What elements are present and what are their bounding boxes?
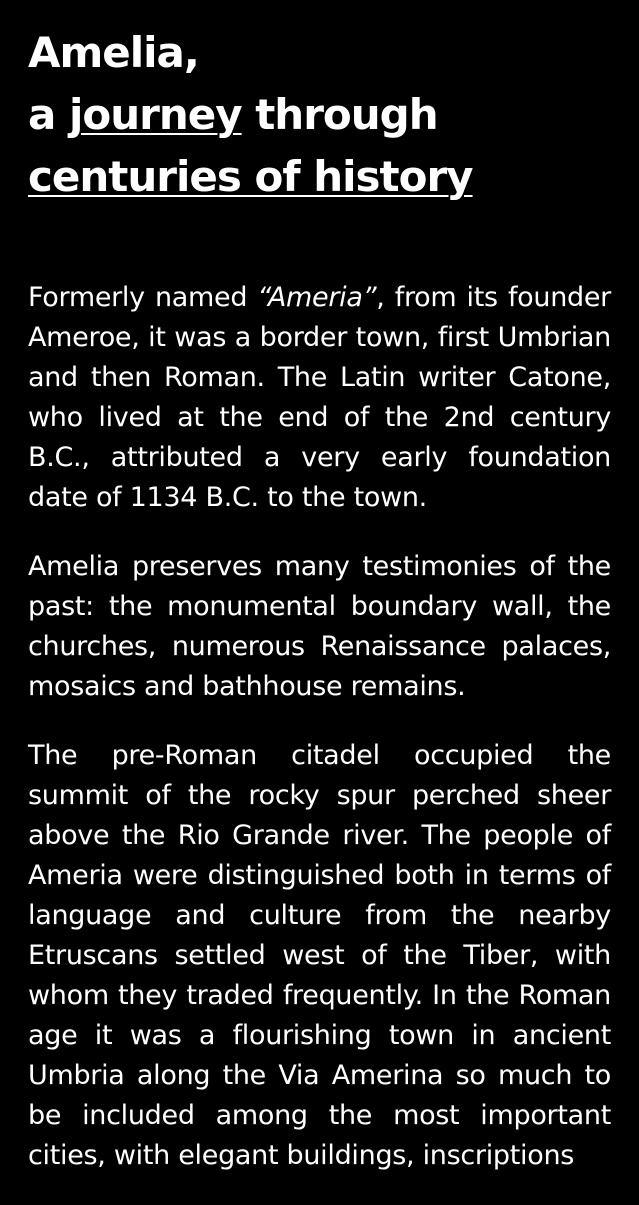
page-title — [28, 22, 611, 208]
title-line-2-prefix: a — [28, 90, 69, 139]
title-link-journey[interactable]: journey — [68, 90, 242, 139]
title-line-2-suffix: through — [241, 90, 438, 139]
paragraph-1 — [28, 278, 611, 518]
title-line-1: Amelia, — [28, 28, 199, 77]
paragraph-2: Amelia preserves many testimonies of the past: the monumental boundary wall, the churches, numerous Renaissance palaces, mosaics and bathhouse remains. — [28, 551, 611, 702]
paragraph-1-italic: “Ameria” — [257, 282, 377, 313]
title-link-centuries-of-history[interactable]: centuries of history — [28, 152, 473, 201]
paragraph-3: The pre-Roman citadel occupied the summit of the rocky spur perched sheer above the Rio Grande river. The people of Ameria were distinguished both in terms of language and culture from the nearby Etruscans settled west of the Tiber, with whom they traded frequently. In the Roman age it was a flourishing town in ancient Umbria along the Via Amerina so much to be included among the most important cities, with elegant buildings, inscriptions — [28, 740, 611, 1171]
article — [28, 22, 611, 1205]
article-body — [28, 278, 611, 1176]
paragraph-1-before: Formerly named — [28, 282, 258, 313]
paragraph-1-after: , from its founder Ameroe, it was a border town, first Umbrian and then Roman. The Latin writer Catone, who lived at the end of the 2nd century B.C., attributed a very early foundation date of 1134 B.C. to the town. — [28, 282, 611, 513]
